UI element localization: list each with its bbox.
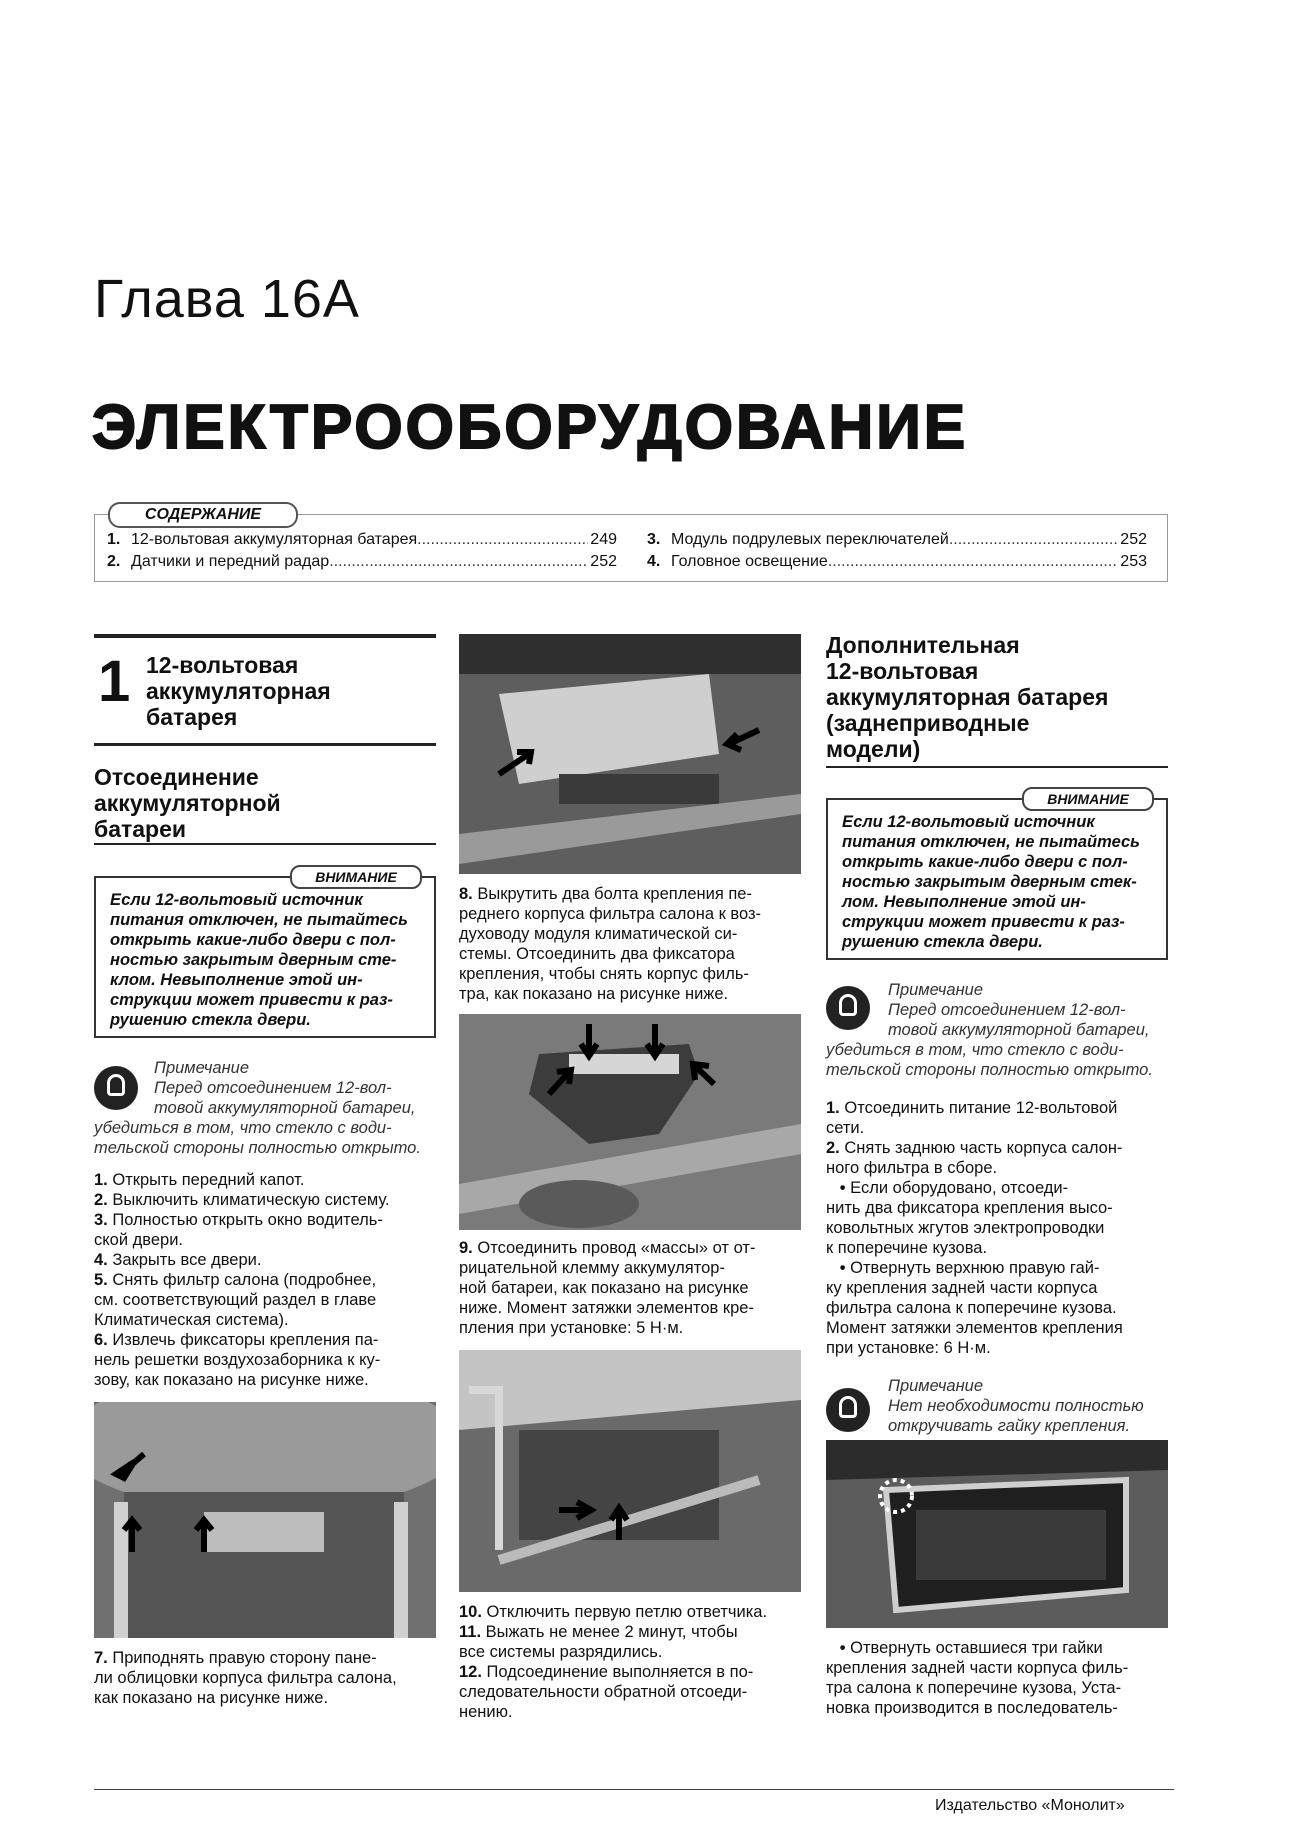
chapter-heading: Глава 16А: [94, 269, 360, 329]
section-title: 12-вольтовая аккумуляторная батарея: [146, 652, 331, 730]
photo-battery-ground: [459, 1350, 801, 1592]
photo-filter-housing: [459, 634, 801, 874]
note: Примечание Перед отсоединением 12-вол-: [154, 1059, 392, 1097]
warning-box: Если 12-вольтовый источник питания отключен, не пытайтесь открыть какие-либо двери с пол- ностью закрытым дверным сте- клом. Невыполнение этой ин- струкции может привести к раз- рушению стекла двери.: [94, 876, 436, 1038]
toc-item[interactable]: 1. 12-вольтовая аккумуляторная батарея ..... 249: [107, 529, 617, 551]
section-title-right: Дополнительная 12-вольтовая аккумуляторная батарея (заднеприводные модели): [826, 632, 1109, 762]
list-item: 11. Выжать не менее 2 минут, чтобы все системы разрядились.: [459, 1623, 738, 1661]
section-rule: [94, 743, 436, 746]
step-9: 9. Отсоединить провод «массы» от от- рицательной клемму аккумулятор- ной батареи, как показано на рисунке ниже. Момент затяжки элементов кре- пления при установке: 5 Н·м.: [459, 1239, 756, 1337]
list-item: 4. Закрыть все двери.: [94, 1251, 262, 1269]
toc-label: СОДЕРЖАНИЕ: [108, 502, 298, 528]
list-item: • Если оборудовано, отсоеди- нить два фиксатора крепления высо- ковольтных жгутов электропроводки к поперечине кузова.: [826, 1179, 1113, 1257]
footer-rule: [94, 1789, 1174, 1790]
toc-item[interactable]: 2. Датчики и передний радар ..... 252: [107, 551, 617, 573]
list-item: 1. Открыть передний капот.: [94, 1171, 305, 1189]
warning-label: ВНИМАНИЕ: [290, 865, 422, 889]
section-rule: [94, 634, 436, 638]
list-item: 10. Отключить первую петлю ответчика.: [459, 1603, 768, 1621]
note-right-body: товой аккумуляторной батареи, убедиться в том, что стекло с води- тельской стороны полностью открыто.: [826, 1021, 1153, 1079]
note-body: товой аккумуляторной батареи, убедиться в том, что стекло с води- тельской стороны полностью открыто.: [94, 1099, 421, 1157]
list-item: 3. Полностью открыть окно водитель- ской двери.: [94, 1211, 383, 1249]
step-7: 7. Приподнять правую сторону пане- ли облицовки корпуса фильтра салона, как показано на рисунке ниже.: [94, 1649, 397, 1707]
steps-list-right: [826, 1098, 1168, 1358]
section-rule: [826, 766, 1168, 768]
list-item: 1. Отсоединить питание 12-вольтовой сети.: [826, 1099, 1118, 1137]
step-right-last: • Отвернуть оставшиеся три гайки крепления задней части корпуса филь- тра салона к поперечине кузова, Уста- новка производится в последователь-: [826, 1639, 1129, 1717]
list-item: 5. Снять фильтр салона (подробнее, см. соответствующий раздел в главе Климатическая система).: [94, 1271, 377, 1329]
list-item: 2. Снять заднюю часть корпуса салон- ного фильтра в сборе.: [826, 1139, 1123, 1177]
list-item: 12. Подсоединение выполняется в по- следовательности обратной отсоеди- нению.: [459, 1663, 754, 1721]
toc-item[interactable]: 3. Модуль подрулевых переключателей ..... 252: [647, 529, 1147, 551]
toc-item[interactable]: 4. Головное освещение ..... 253: [647, 551, 1147, 573]
list-item: • Отвернуть верхнюю правую гай- ку крепления задней части корпуса фильтра салона к поперечине кузова. Момент затяжки элементов крепления при установке: 6 Н·м.: [826, 1259, 1123, 1357]
photo-hood: [94, 1402, 436, 1638]
photo-rear-filter: [826, 1440, 1168, 1628]
note-right-2: Примечание Нет необходимости полностью откручивать гайку крепления.: [888, 1377, 1144, 1435]
list-item: 6. Извлечь фиксаторы крепления па- нель решетки воздухозаборника к ку- зову, как показано на рисунке ниже.: [94, 1331, 381, 1389]
subsection-title: Отсоединение аккумуляторной батареи: [94, 764, 281, 842]
publisher: Издательство «Монолит»: [935, 1797, 1125, 1814]
lightbulb-icon: [826, 1388, 870, 1432]
page-title: ЭЛЕКТРООБОРУДОВАНИЕ: [92, 393, 969, 462]
step-8: 8. Выкрутить два болта крепления пе- реднего корпуса фильтра салона к воз- духоводу модуля климатической си- стемы. Отсоединить два фиксатора крепления, чтобы снять корпус филь- тра, как показано на рисунке ниже.: [459, 885, 762, 1003]
list-item: 2. Выключить климатическую систему.: [94, 1191, 390, 1209]
section-number: 1: [98, 649, 131, 714]
photo-filter-open: [459, 1014, 801, 1230]
steps-list: [94, 1170, 436, 1390]
warning-box-right: Если 12-вольтовый источник питания отключен, не пытайтесь открыть какие-либо двери с пол- ностью закрытым дверным стек- лом. Невыполнение этой ин- струкции может привести к раз- рушению стекла двери.: [826, 798, 1168, 960]
steps-list-middle: [459, 1602, 801, 1722]
note-right: Примечание Перед отсоединением 12-вол-: [888, 981, 1126, 1019]
warning-label: ВНИМАНИЕ: [1022, 787, 1154, 811]
section-rule: [94, 843, 436, 845]
